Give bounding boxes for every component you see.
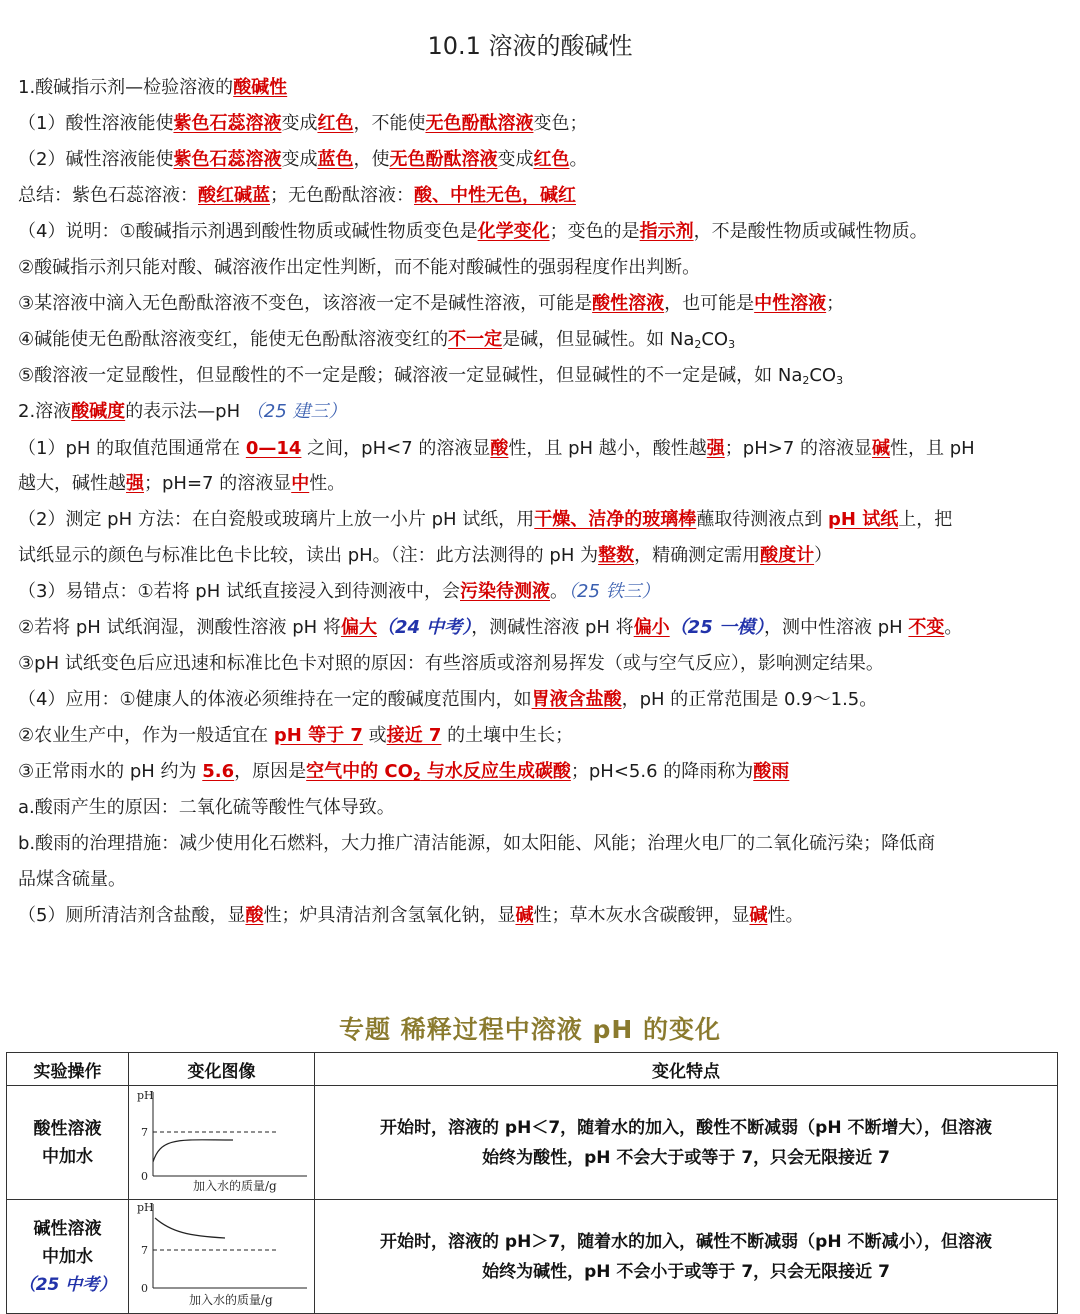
sec2-line-11: a.酸雨产生的原因：二氧化硫等酸性气体导致。 (18, 797, 395, 818)
sec2-line-2: 越大，碱性越强；pH=7 的溶液显中性。 (18, 473, 346, 494)
acid-operation-cell: 酸性溶液 中加水 (7, 1086, 129, 1200)
sec2-line-4: 试纸显示的颜色与标准比色卡比较，读出 pH。（注：此方法测得的 pH 为整数，精确测定需用酸度计） (18, 545, 833, 566)
sec2-line-8: （4）应用：①健康人的体液必须维持在一定的酸碱度范围内，如胃液含盐酸，pH 的正常范围是 0.9～1.5。 (18, 689, 878, 710)
y-tick-0: 0 (141, 1282, 148, 1295)
acid-feature-cell: 开始时，溶液的 pH＜7，随着水的加入，酸性不断减弱（pH 不断增大），但溶液 始终为酸性，pH 不会大于或等于 7，只会无限接近 7 (315, 1086, 1058, 1200)
sec2-line-6: ②若将 pH 试纸润湿，测酸性溶液 pH 将偏大（24 中考），测碱性溶液 pH 将偏小（25 一模），测中性溶液 pH 不变。 (18, 617, 963, 638)
dilution-table (6, 1052, 1058, 1314)
sec2-line-9: ②农业生产中，作为一般适宜在 pH 等于 7 或接近 7 的土壤中生长； (18, 725, 574, 746)
sec2-line-7: ③pH 试纸变色后应迅速和标准比色卡对照的原因：有些溶质或溶剂易挥发（或与空气反应），影响测定结果。 (18, 653, 884, 674)
x-axis-label: 加入水的质量/g (193, 1179, 277, 1193)
base-feature-cell: 开始时，溶液的 pH＞7，随着水的加入，碱性不断减弱（pH 不断减小），但溶液 始终为碱性，pH 不会小于或等于 7，只会无限接近 7 (315, 1200, 1058, 1314)
y-tick-0: 0 (141, 1170, 148, 1183)
sec1-line-7: ④碱能使无色酚酞溶液变红，能使无色酚酞溶液变红的不一定是碱，但显碱性。如 $Na_2CO_3$ (18, 329, 736, 351)
sec1-line-6: ③某溶液中滴入无色酚酞溶液不变色，该溶液一定不是碱性溶液，可能是酸性溶液，也可能是中性溶液； (18, 293, 845, 314)
header-features: 变化特点 (315, 1053, 1058, 1086)
table-header-row (7, 1053, 1058, 1086)
sec2-line-3: （2）测定 pH 方法：在白瓷般或玻璃片上放一小片 pH 试纸，用干燥、洁净的玻璃棒蘸取待测液点到 pH 试纸上，把 (18, 509, 953, 530)
sec2-line-1: （1）pH 的取值范围通常在 0—14 之间，pH<7 的溶液显酸性，且 pH 越小，酸性越强；pH>7 的溶液显碱性，且 pH (18, 438, 975, 459)
sec2-line-10: ③正常雨水的 pH 约为 5.6，原因是空气中的 $CO_2$ 与水反应生成碳酸；pH<5.6 的降雨称为酸雨 (18, 761, 790, 783)
sec1-line-8: ⑤酸溶液一定显酸性，但显酸性的不一定是酸；碱溶液一定显碱性，但显碱性的不一定是碱，如 $Na_2CO_3$ (18, 365, 844, 387)
sec2-line-12: b.酸雨的治理措施：减少使用化石燃料，大力推广清洁能源，如太阳能、风能；治理火电厂的二氧化硫污染；降低商 (18, 833, 936, 854)
acid-graph-cell (129, 1086, 315, 1200)
header-graph: 变化图像 (129, 1053, 315, 1086)
table-row-acid (7, 1086, 1058, 1200)
header-operation: 实验操作 (7, 1053, 129, 1086)
sec2-heading: 2.溶液酸碱度的表示法—pH （25 建三） (18, 401, 347, 422)
y-tick-7: 7 (141, 1244, 148, 1257)
base-dilution-graph (129, 1200, 313, 1308)
sec1-line-2: （2）碱性溶液能使紫色石蕊溶液变成蓝色，使无色酚酞溶液变成红色。 (18, 149, 588, 170)
sec1-line-1: （1）酸性溶液能使紫色石蕊溶液变成红色，不能使无色酚酞溶液变色； (18, 113, 588, 134)
sec1-summary: 总结：紫色石蕊溶液：酸红碱蓝；无色酚酞溶液：酸、中性无色，碱红 (18, 185, 576, 206)
base-graph-cell (129, 1200, 315, 1314)
base-curve (155, 1218, 225, 1238)
sec2-line-5: （3）易错点：①若将 pH 试纸直接浸入到待测液中，会污染待测液。（25 铁三） (18, 581, 660, 602)
acid-curve (153, 1140, 233, 1162)
y-axis-label: pH (137, 1089, 154, 1102)
sec1-line-5: ②酸碱指示剂只能对酸、碱溶液作出定性判断，而不能对酸碱性的强弱程度作出判断。 (18, 257, 701, 278)
sec2-line-14: （5）厕所清洁剂含盐酸，显酸性；炉具清洁剂含氢氧化钠，显碱性；草木灰水含碳酸钾，显碱性。 (18, 905, 804, 926)
table-row-base (7, 1200, 1058, 1314)
sec1-heading: 1.酸碱指示剂—检验溶液的酸碱性 (18, 77, 288, 98)
x-axis-label: 加入水的质量/g (189, 1293, 273, 1307)
y-tick-7: 7 (141, 1126, 148, 1139)
acid-dilution-graph (129, 1086, 313, 1194)
page-title: 10.1 溶液的酸碱性 (427, 32, 633, 60)
base-operation-cell: 碱性溶液 中加水 （25 中考） (7, 1200, 129, 1314)
sec1-line-4: （4）说明：①酸碱指示剂遇到酸性物质或碱性物质变色是化学变化；变色的是指示剂，不是酸性物质或碱性物质。 (18, 221, 928, 242)
sec2-line-13: 品煤含硫量。 (18, 869, 126, 890)
y-axis-label: pH (137, 1201, 154, 1214)
topic-title: 专题 稀释过程中溶液 pH 的变化 (339, 1015, 721, 1044)
